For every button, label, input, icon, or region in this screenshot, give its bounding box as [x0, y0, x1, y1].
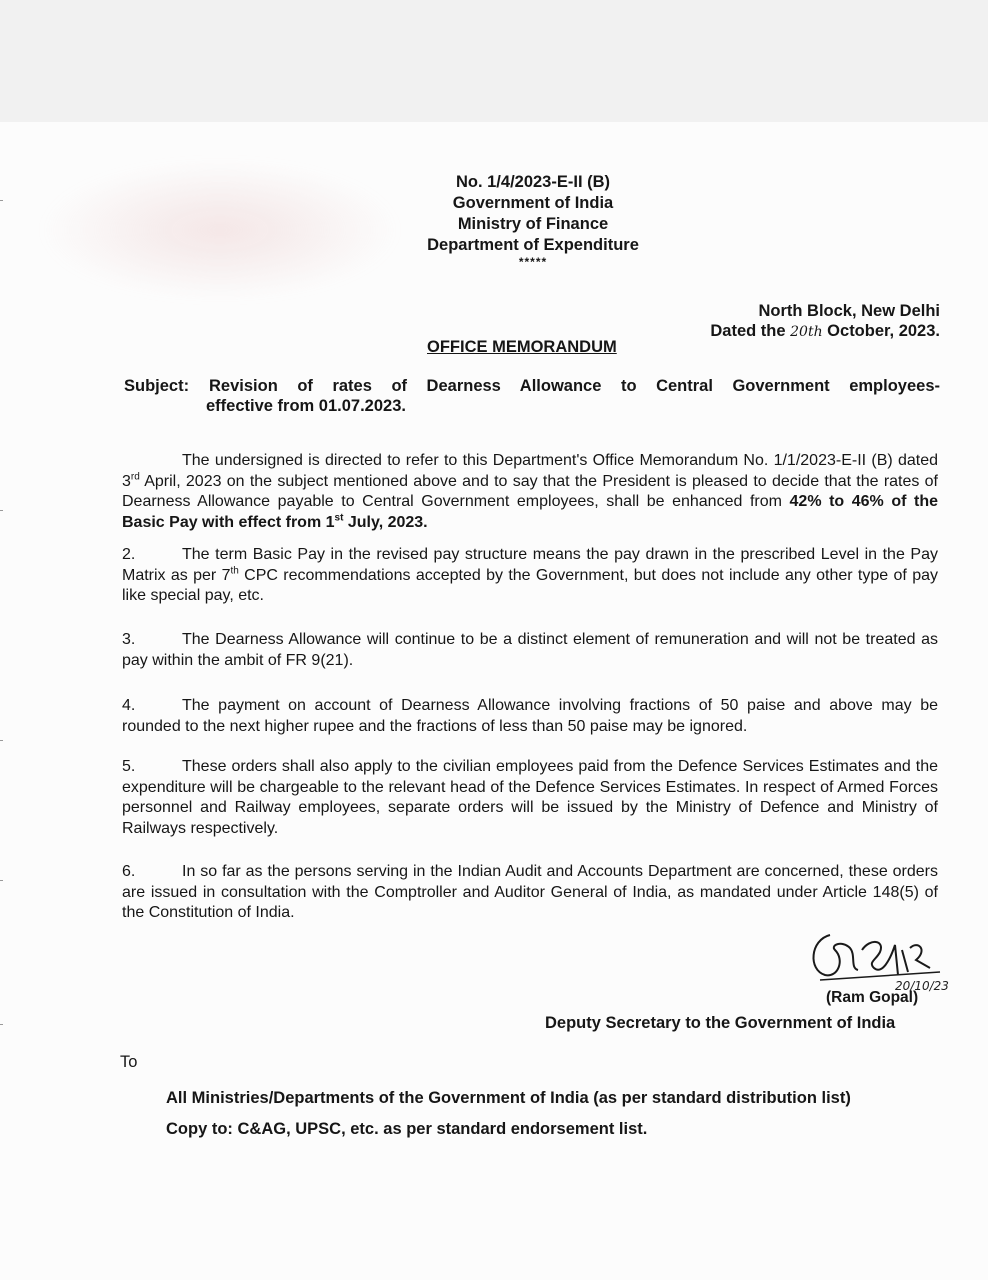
subject-label: Subject:	[124, 377, 190, 395]
signatory-designation: Deputy Secretary to the Government of India	[545, 1014, 896, 1032]
government-name: Government of India	[452, 194, 614, 212]
signatory-name: (Ram Gopal)	[826, 989, 919, 1006]
scan-edge-mark	[0, 200, 3, 201]
signature-date: 20/10/23	[895, 979, 949, 993]
subject-line-1: Revision of rates of Dearness Allowance to Central Government employees-	[209, 377, 940, 395]
scan-edge-mark	[0, 880, 3, 881]
location: North Block, New Delhi	[758, 302, 940, 320]
paragraph-2: 2. The term Basic Pay in the revised pay structure means the pay drawn in the prescribed Level in the Pay Matrix as per 7th CPC recommendations accepted by the Government, but does not include any other type of pay like special pay, etc.	[122, 546, 938, 604]
scan-edge-mark	[0, 1024, 3, 1025]
handwritten-day: 20th	[790, 324, 823, 340]
paragraph-5: 5. These orders shall also apply to the civilian employees paid from the Defence Services Estimates and the expenditure will be chargeable to the relevant head of the Defence Services Estimates. In respect of Armed Forces personnel and Railway employees, separate orders will be issued by the Ministry of Defence and Ministry of Railways respectively.	[122, 758, 938, 837]
paragraph-3: 3. The Dearness Allowance will continue to be a distinct element of remuneration and will not be treated as pay within the ambit of FR 9(21).	[122, 631, 938, 669]
paragraph-4: 4. The payment on account of Dearness Allowance involving fractions of 50 paise and above may be rounded to the next higher rupee and the fractions of less than 50 paise may be ignored.	[122, 697, 938, 735]
document-title: OFFICE MEMORANDUM	[427, 338, 617, 356]
subject-line-2: effective from 01.07.2023.	[206, 397, 406, 415]
blurred-stamp	[40, 160, 400, 300]
subject-block	[124, 376, 940, 416]
top-margin-band	[0, 0, 988, 122]
addressee: All Ministries/Departments of the Government of India (as per standard distribution list)	[166, 1089, 851, 1107]
paragraph-1: The undersigned is directed to refer to this Department's Office Memorandum No. 1/1/2023-E-II (B) dated 3rd April, 2023 on the subject mentioned above and to say that the President is pleased to decide that the rates of Dearness Allowance payable to Central Government employees, shall be enhanced from 42% to 46% of the Basic Pay with effect from 1st July, 2023.	[122, 452, 939, 531]
to-label: To	[120, 1053, 138, 1071]
department-name: Department of Expenditure	[427, 236, 639, 254]
scan-edge-mark	[0, 740, 3, 741]
file-number: No. 1/4/2023-E-II (B)	[455, 173, 611, 191]
ministry-name: Ministry of Finance	[457, 215, 609, 233]
letterhead	[380, 172, 686, 268]
scan-edge-mark	[0, 510, 3, 511]
copy-to: Copy to: C&AG, UPSC, etc. as per standard endorsement list.	[166, 1120, 648, 1138]
paragraph-6: 6. In so far as the persons serving in the Indian Audit and Accounts Department are concerned, these orders are issued in consultation with the Comptroller and Auditor General of India, as mandated under Article 148(5) of the Constitution of India.	[122, 863, 938, 921]
separator-stars: *****	[518, 255, 548, 269]
date-line: Dated the 20th October, 2023.	[710, 322, 940, 340]
place-and-date	[640, 301, 940, 342]
